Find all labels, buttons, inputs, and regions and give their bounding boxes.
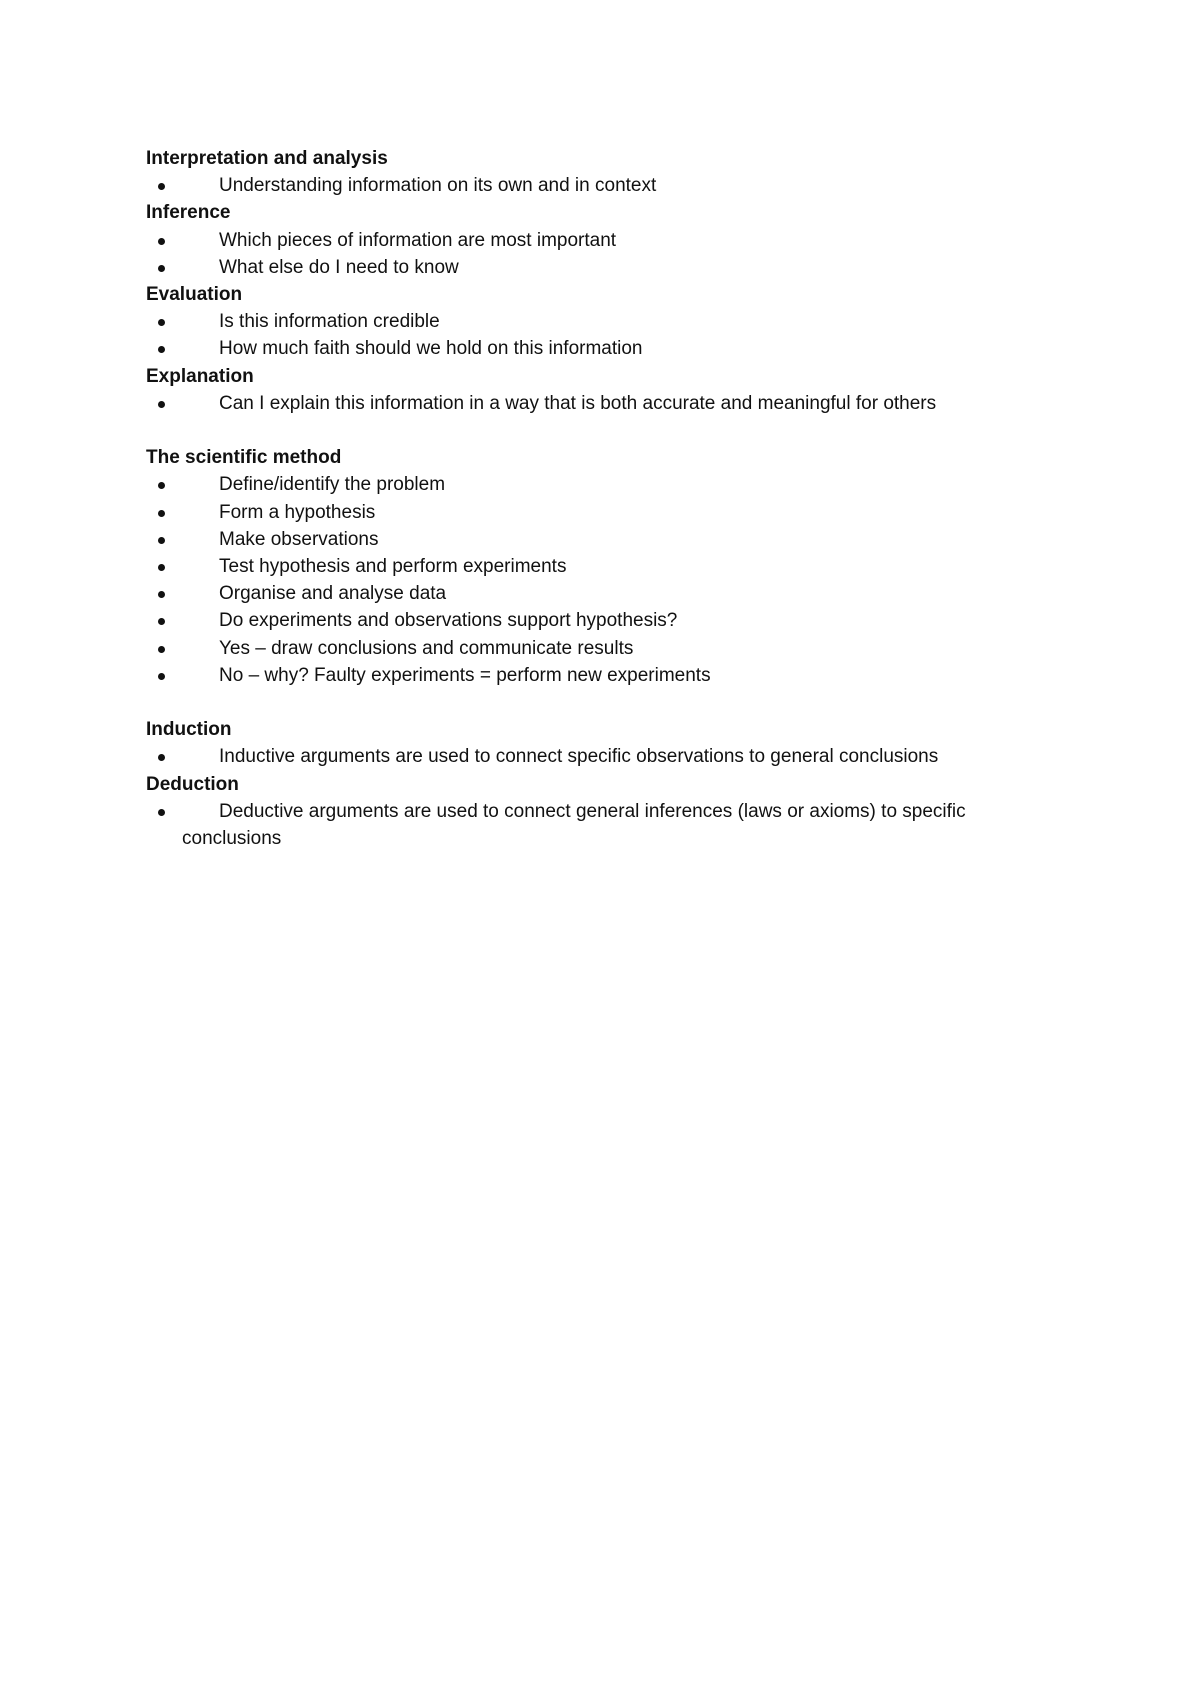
bullet-icon xyxy=(158,401,165,408)
bullet-icon xyxy=(158,591,165,598)
bullet-icon xyxy=(158,183,165,190)
bullet-icon xyxy=(158,646,165,653)
list-item: Is this information credible xyxy=(146,308,1046,335)
list-item: Can I explain this information in a way that is both accurate and meaningful for others xyxy=(146,390,1046,417)
list-item: Deductive arguments are used to connect general inferences (laws or axioms) to specific conclusions xyxy=(146,798,1046,852)
bullet-icon xyxy=(158,618,165,625)
bullet-icon xyxy=(158,564,165,571)
bullet-icon xyxy=(158,319,165,326)
heading-scientific-method: The scientific method xyxy=(146,447,342,469)
list-item: No – why? Faulty experiments = perform new experiments xyxy=(146,662,1046,689)
heading-interpretation: Interpretation and analysis xyxy=(146,148,388,169)
list-item: Do experiments and observations support hypothesis? xyxy=(146,607,1046,634)
list-item-continuation: conclusions xyxy=(182,827,282,849)
list-item: Which pieces of information are most important xyxy=(146,227,1046,254)
bullet-icon xyxy=(158,510,165,517)
bullet-icon xyxy=(158,238,165,245)
list-item: Test hypothesis and perform experiments xyxy=(146,553,1046,580)
list-item: How much faith should we hold on this information xyxy=(146,335,1046,362)
list-item: Inductive arguments are used to connect specific observations to general conclusions xyxy=(146,743,1046,770)
list-item: Make observations xyxy=(146,526,1046,553)
list-item: What else do I need to know xyxy=(146,254,1046,281)
heading-deduction: Deduction xyxy=(146,773,239,795)
bullet-icon xyxy=(158,537,165,544)
blank-line xyxy=(146,689,1046,716)
bullet-icon xyxy=(158,809,165,816)
heading-induction: Induction xyxy=(146,719,232,741)
heading-evaluation: Evaluation xyxy=(146,283,243,305)
list-item: Define/identify the problem xyxy=(146,471,1046,498)
list-item: Form a hypothesis xyxy=(146,499,1046,526)
document-page xyxy=(146,145,1046,852)
bullet-icon xyxy=(158,346,165,353)
list-item: Organise and analyse data xyxy=(146,580,1046,607)
list-item: Yes – draw conclusions and communicate results xyxy=(146,635,1046,662)
list-item: Understanding information on its own and in context xyxy=(146,172,1046,199)
heading-inference: Inference xyxy=(146,202,231,224)
blank-line xyxy=(146,417,1046,444)
bullet-icon xyxy=(158,673,165,680)
bullet-icon xyxy=(158,265,165,272)
bullet-icon xyxy=(158,482,165,489)
heading-explanation: Explanation xyxy=(146,365,254,387)
bullet-icon xyxy=(158,754,165,761)
